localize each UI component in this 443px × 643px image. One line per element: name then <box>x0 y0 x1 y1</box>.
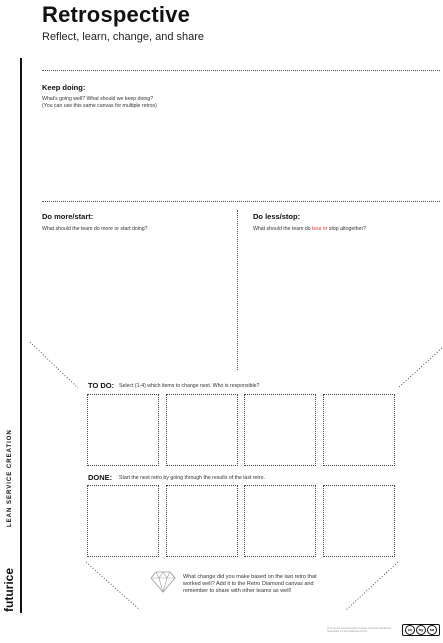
done-title: DONE: <box>88 473 113 482</box>
brand-logo: futurice <box>2 567 16 612</box>
keep-doing-desc-line2: (You can use this same canvas for multiple retros) <box>42 102 157 109</box>
cc-license-badge[interactable] <box>402 624 440 636</box>
sa-icon: sa <box>427 625 437 635</box>
done-box-3[interactable] <box>244 485 316 557</box>
diamond-edge-lower-right <box>346 562 398 610</box>
page-subtitle: Reflect, learn, change, and share <box>42 31 205 43</box>
keep-doing-desc-line1: What's going well? What should we keep doing? <box>42 96 154 102</box>
diamond-edge-lower-left <box>86 562 140 610</box>
todo-box-3[interactable] <box>244 394 316 466</box>
done-box-4[interactable] <box>323 485 395 557</box>
todo-title: TO DO: <box>88 381 115 390</box>
brand-tagline: LEAN SERVICE CREATION <box>7 429 13 527</box>
todo-box-4[interactable] <box>323 394 395 466</box>
todo-box-1[interactable] <box>87 394 159 466</box>
todo-desc: Select (1-4) which items to change next. Who is responsible? <box>119 383 260 389</box>
cc-icon: cc <box>405 625 415 635</box>
footer-note-line1: What change did you make based on the last retro that <box>183 574 317 580</box>
keep-doing-title: Keep doing: <box>42 83 86 92</box>
do-more-title: Do more/start: <box>42 212 94 221</box>
do-less-desc-pre: What should the team do <box>253 226 313 232</box>
diamond-icon <box>150 571 176 593</box>
footer-note-line3: remember to share with other teams as well! <box>183 588 292 594</box>
footer-note-line2: worked well? Add it to the Retro Diamond canvas and <box>183 581 314 587</box>
do-more-desc: What should the team do more or start doing? <box>42 226 148 232</box>
done-desc: Start the next retro by going through the results of the last retro. <box>119 475 265 481</box>
footer-note <box>183 574 317 595</box>
do-less-title: Do less/stop: <box>253 212 301 221</box>
page-title: Retrospective <box>42 2 191 27</box>
diamond-edge-upper-right <box>398 348 442 388</box>
by-icon: by <box>416 625 426 635</box>
copyright-text: This canvas licensed under Creative Commons Attribution-ShareAlike 4.0 International License. <box>327 627 393 634</box>
do-less-desc-post: stop altogether? <box>327 226 367 232</box>
todo-box-2[interactable] <box>166 394 238 466</box>
done-box-2[interactable] <box>166 485 238 557</box>
do-less-desc-highlight: less or <box>312 226 328 232</box>
diamond-edge-upper-left <box>30 342 78 388</box>
done-box-1[interactable] <box>87 485 159 557</box>
